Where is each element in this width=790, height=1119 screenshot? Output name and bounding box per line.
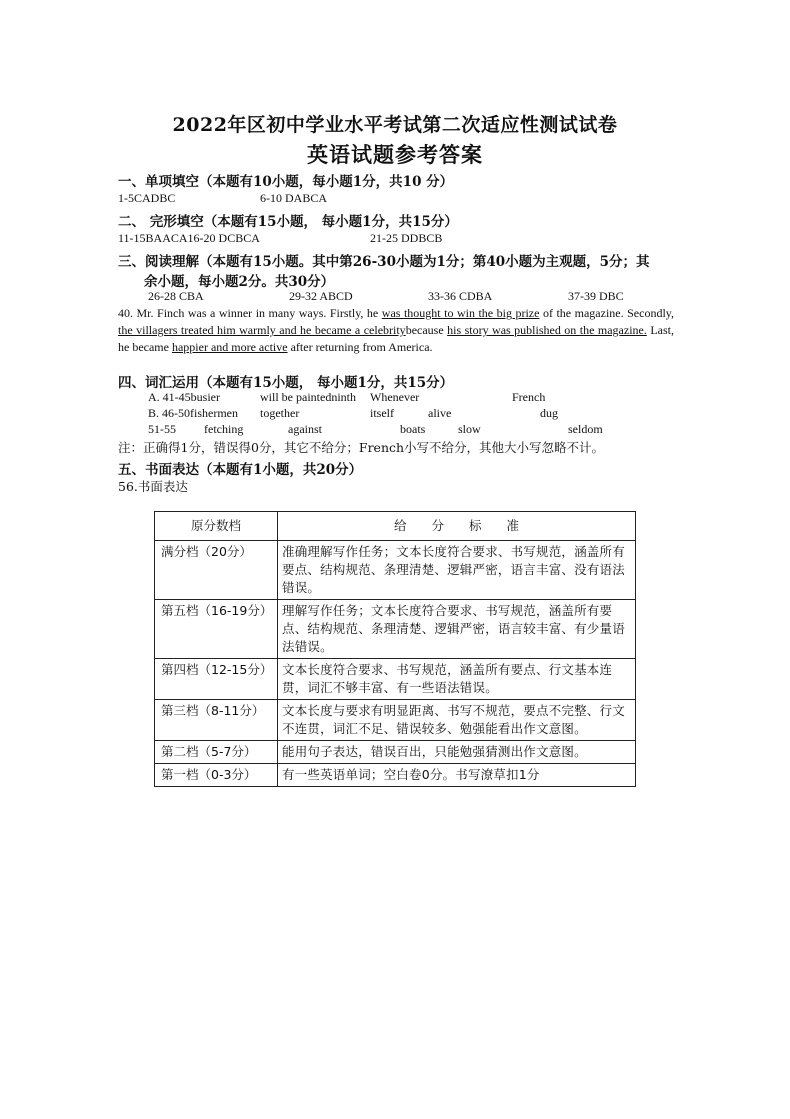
question-56-label: 56.书面表达: [118, 479, 188, 494]
section-1-heading: 一、单项填空（本题有10小题，每小题1分，共10 分）: [118, 174, 454, 190]
vocab-b-1: B. 46-50fishermen: [148, 406, 238, 420]
table-row: [155, 659, 636, 700]
question-40-answer: [118, 305, 674, 356]
q40-underlined-2: the villagers treated him warmly and he became a celebrity: [118, 323, 406, 337]
row-level: 第三档（8-11分）: [155, 700, 278, 741]
row-level: 第四档（12-15分）: [155, 659, 278, 700]
table-header-row: [155, 512, 636, 541]
row-criteria: 文本长度与要求有明显距离、书写不规范，要点不完整、行文不连贯，词汇不足、错误较多、勉强能看出作文意图。: [278, 700, 636, 741]
scoring-table: [154, 511, 636, 787]
section-3-heading-line2: 余小题，每小题2分。共30分）: [144, 274, 335, 290]
vocab-a-3: Whenever: [370, 390, 420, 404]
vocab-b-4: alive: [428, 406, 452, 420]
table-row: [155, 700, 636, 741]
row-level: 第五档（16-19分）: [155, 600, 278, 659]
row-criteria: 有一些英语单词；空白卷0分。书写潦草扣1分: [278, 764, 636, 787]
q40-text-5: after returning from America.: [287, 340, 433, 354]
vocab-a-4: French: [512, 390, 546, 404]
section-4-heading: 四、词汇运用（本题有15小题， 每小题1分，共15分）: [118, 375, 454, 391]
q40-text-3: because: [405, 323, 448, 337]
answers-29-32: 29-32 ABCD: [289, 289, 353, 303]
q40-underlined-1: was thought to win the big prize: [381, 306, 540, 320]
document-title: 2022年区初中学业水平考试第二次适应性测试试卷: [172, 114, 618, 136]
document-subtitle: 英语试题参考答案: [307, 142, 483, 167]
q40-underlined-3: his story was published on the magazine.: [447, 323, 647, 337]
table-row: [155, 541, 636, 600]
answers-26-28: 26-28 CBA: [148, 289, 204, 303]
table-row: [155, 741, 636, 764]
table-row: [155, 764, 636, 787]
vocab-a-1: A. 41-45busier: [148, 390, 220, 404]
row-criteria: 文本长度符合要求、书写规范，涵盖所有要点、行文基本连贯，词汇不够丰富、有一些语法错误。: [278, 659, 636, 700]
row-level: 满分档（20分）: [155, 541, 278, 600]
vocab-a-2: will be paintedninth: [260, 390, 356, 404]
section-2-heading: 二、 完形填空（本题有15小题， 每小题1分，共15分）: [118, 214, 458, 230]
answers-33-36: 33-36 CDBA: [428, 289, 493, 303]
vocab-b-2: together: [260, 406, 300, 420]
header-criteria: 给 分 标 准: [278, 512, 636, 541]
q40-underlined-4: happier and more active: [171, 340, 288, 354]
answers-37-39: 37-39 DBC: [568, 289, 624, 303]
vocab-c-2: fetching: [204, 422, 244, 436]
answers-11-20: 11-15BAACA16-20 DCBCA: [118, 231, 260, 245]
vocab-note: 注：正确得1分，错误得0分，其它不给分；French小写不给分，其他大小写忽略不计。: [118, 440, 605, 455]
answers-1-5: 1-5CADBC: [118, 191, 176, 205]
q40-text-4: Last, he became: [118, 323, 674, 354]
row-criteria: 能用句子表达，错误百出，只能勉强猜测出作文意图。: [278, 741, 636, 764]
table-row: [155, 600, 636, 659]
vocab-c-6: seldom: [568, 422, 603, 436]
q40-text-2: of the magazine. Secondly,: [539, 306, 675, 320]
section-3-heading-line1: 三、阅读理解（本题有15小题。其中第26-30小题为1分；第40小题为主观题，5分；其: [118, 254, 650, 270]
vocab-c-5: slow: [458, 422, 481, 436]
row-level: 第二档（5-7分）: [155, 741, 278, 764]
q40-text-1: 40. Mr. Finch was a winner in many ways. Firstly, he: [118, 306, 382, 320]
row-criteria: 理解写作任务；文本长度符合要求、书写规范，涵盖所有要点、结构规范、条理清楚、逻辑严密，语言较丰富、有少量语法错误。: [278, 600, 636, 659]
header-level: 原分数档: [155, 512, 278, 541]
row-criteria: 准确理解写作任务；文本长度符合要求、书写规范，涵盖所有要点、结构规范、条理清楚、逻辑严密，语言丰富、没有语法错误。: [278, 541, 636, 600]
section-5-heading: 五、书面表达（本题有1小题，共20分）: [118, 462, 363, 478]
vocab-b-5: dug: [540, 406, 558, 420]
vocab-c-1: 51-55: [148, 422, 176, 436]
answers-6-10: 6-10 DABCA: [260, 191, 328, 205]
vocab-c-3: against: [288, 422, 322, 436]
row-level: 第一档（0-3分）: [155, 764, 278, 787]
vocab-c-4: boats: [400, 422, 426, 436]
answers-21-25: 21-25 DDBCB: [370, 231, 443, 245]
vocab-b-3: itself: [370, 406, 394, 420]
